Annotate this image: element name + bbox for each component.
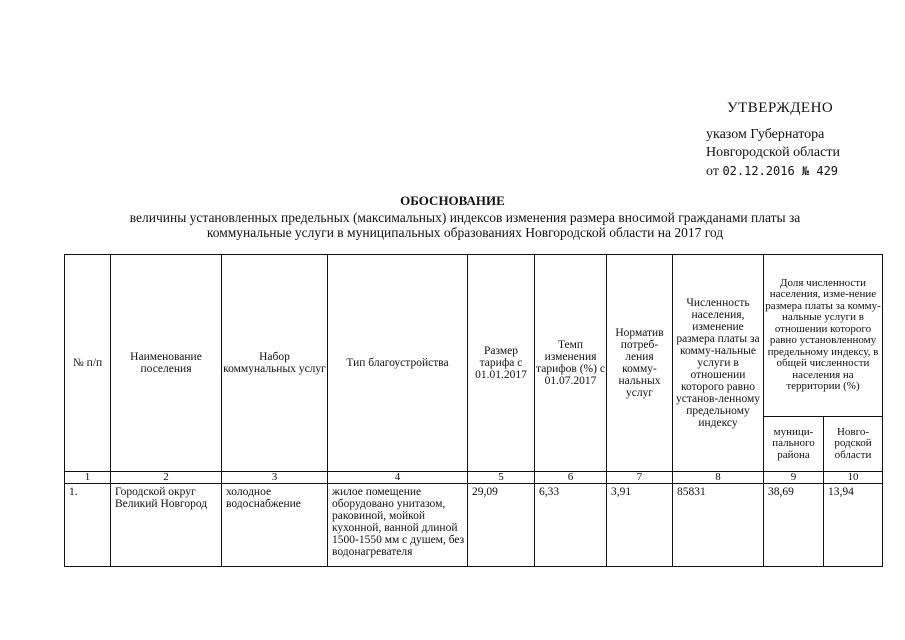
table-header-row [65,255,883,417]
decree-reference [706,126,840,181]
cell-share-district: 38,69 [764,484,824,567]
column-number: 4 [328,472,468,484]
tariff-table [64,254,883,567]
cell-rate: 6,33 [535,484,607,567]
cell-settlement: Городской округ Великий Новгород [111,484,222,567]
column-number: 10 [824,472,883,484]
cell-services: холодное водоснабжение [222,484,328,567]
approved-stamp: УТВЕРЖДЕНО [727,100,834,116]
subtitle-line-2: коммунальные услуги в муниципальных образованиях Новгородской области на 2017 год [206,225,724,240]
cell-share-region: 13,94 [824,484,883,567]
header-share-region: Новго-родской области [824,416,883,471]
document-subtitle [80,210,850,240]
table-row [65,484,883,567]
subtitle-line-1: величины установленных предельных (максимальных) индексов изменения размера вносимой гражданами платы за [129,210,801,225]
column-number: 6 [535,472,607,484]
cell-norm: 3,91 [607,484,673,567]
column-number: 5 [468,472,535,484]
cell-num: 1. [65,484,111,567]
header-share-district: муници-пального района [764,416,824,471]
decree-from-label: от [706,164,719,179]
header-rate: Темп изменения тарифов (%) с 01.07.2017 [535,255,607,472]
column-number: 8 [673,472,764,484]
decree-line-1: указом Губернатора [706,127,825,142]
column-number: 2 [111,472,222,484]
header-population: Численность населения, изменение размера платы за комму-нальные услуги в отношении которого равно установ-ленному предельному индексу [673,255,764,472]
header-share: Доля численности населения, изме-нение размера платы за комму-нальные услуги в отношении которого равно установленному предельному индексу, в общей численности населения на территории (%) [764,255,883,417]
header-num: № п/п [65,255,111,472]
decree-line-2: Новгородской области [706,145,840,160]
column-number: 1 [65,472,111,484]
header-improvement: Тип благоустройства [328,255,468,472]
document-title: ОБОСНОВАНИЕ [400,193,505,208]
header-settlement: Наименование поселения [111,255,222,472]
cell-improvement: жилое помещение оборудовано унитазом, раковиной, мойкой кухонной, ванной длиной 1500-1550 мм с душем, без водонагревателя [328,484,468,567]
decree-date-line [706,162,840,181]
column-number: 9 [764,472,824,484]
header-norm: Норматив потреб-ления комму-нальных услуг [607,255,673,472]
column-number-row [65,472,883,484]
header-services: Набор коммунальных услуг [222,255,328,472]
cell-tariff: 29,09 [468,484,535,567]
column-number: 7 [607,472,673,484]
cell-population: 85831 [673,484,764,567]
column-number: 3 [222,472,328,484]
decree-date-number: 02.12.2016 № 429 [722,164,839,178]
header-tariff: Размер тарифа с 01.01.2017 [468,255,535,472]
